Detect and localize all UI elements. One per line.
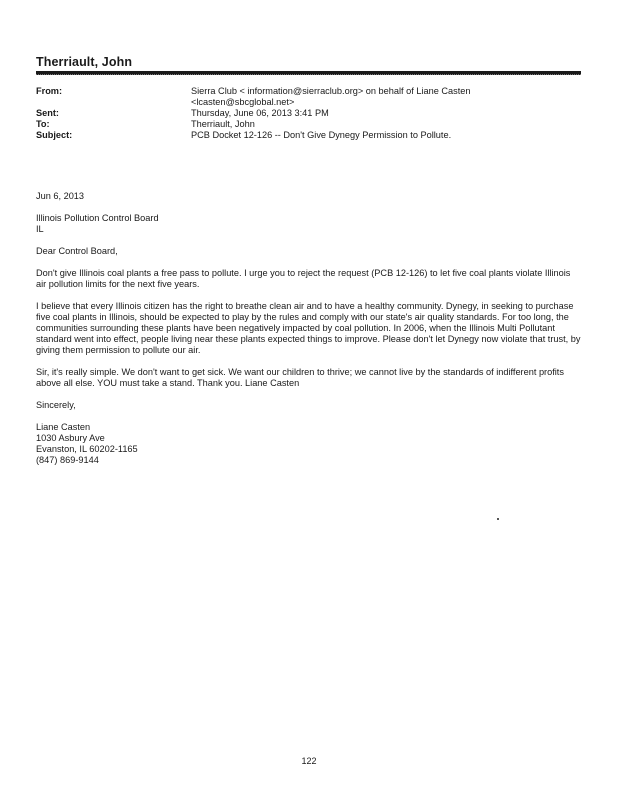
subject-label: Subject: <box>36 130 73 140</box>
letter-date: Jun 6, 2013 <box>36 191 85 201</box>
signature-name: Liane Casten <box>36 422 91 432</box>
page-number: 122 <box>301 756 317 766</box>
signature-phone: (847) 869-9144 <box>36 455 99 465</box>
recipient-line1: Illinois Pollution Control Board <box>36 213 159 223</box>
paragraph-3: Sir, it's really simple. We don't want to get sick. We want our children to thrive; we cannot live by the standards of indifferent profits above all else. YOU must take a stand. Thank you. Liane Casten <box>36 367 564 388</box>
to-value: Therriault, John <box>191 119 255 129</box>
from-label: From: <box>36 86 63 96</box>
paragraph-2: I believe that every Illinois citizen has the right to breathe clean air and to have a healthy community. Dynegy, in seeking to purchase five coal plants in Illinois, should be expected to play by the rules and comply with our state's air quality standards. For too long, the communities surrounding these plants have been negatively impacted by coal pollution. In 2006, when the Illinois Multi Pollutant standard went into effect, people living near these plants expected things to improve. Please don't let Dynegy now violate that trust, by giving them permission to pollute our air. <box>36 301 581 355</box>
paragraph-1: Don't give Illinois coal plants a free pass to pollute. I urge you to reject the request (PCB 12-126) to let five coal plants violate Illinois air pollution limits for the next five years. <box>36 268 571 289</box>
title-divider <box>36 71 581 75</box>
to-row <box>36 119 571 130</box>
closing: Sincerely, <box>36 400 76 410</box>
sent-row <box>36 108 571 119</box>
sent-value: Thursday, June 06, 2013 3:41 PM <box>191 108 329 118</box>
from-row <box>36 86 571 108</box>
scan-speck <box>497 518 499 520</box>
to-label: To: <box>36 119 50 129</box>
from-value <box>191 86 571 108</box>
subject-value: PCB Docket 12-126 -- Don't Give Dynegy Permission to Pollute. <box>191 130 452 140</box>
document-title: Therriault, John <box>36 55 133 69</box>
salutation: Dear Control Board, <box>36 246 118 256</box>
email-header <box>36 86 571 141</box>
subject-row <box>36 130 571 141</box>
signature-address-line1: 1030 Asbury Ave <box>36 433 105 443</box>
from-value-line1: Sierra Club < information@sierraclub.org> on behalf of Liane Casten <box>191 86 471 96</box>
recipient-block <box>36 213 581 235</box>
signature-address-line2: Evanston, IL 60202-1165 <box>36 444 138 454</box>
sent-label: Sent: <box>36 108 59 118</box>
signature-block <box>36 422 581 466</box>
from-value-line2: <lcasten@sbcglobal.net> <box>191 97 295 107</box>
recipient-line2: IL <box>36 224 44 234</box>
email-body <box>36 191 581 466</box>
